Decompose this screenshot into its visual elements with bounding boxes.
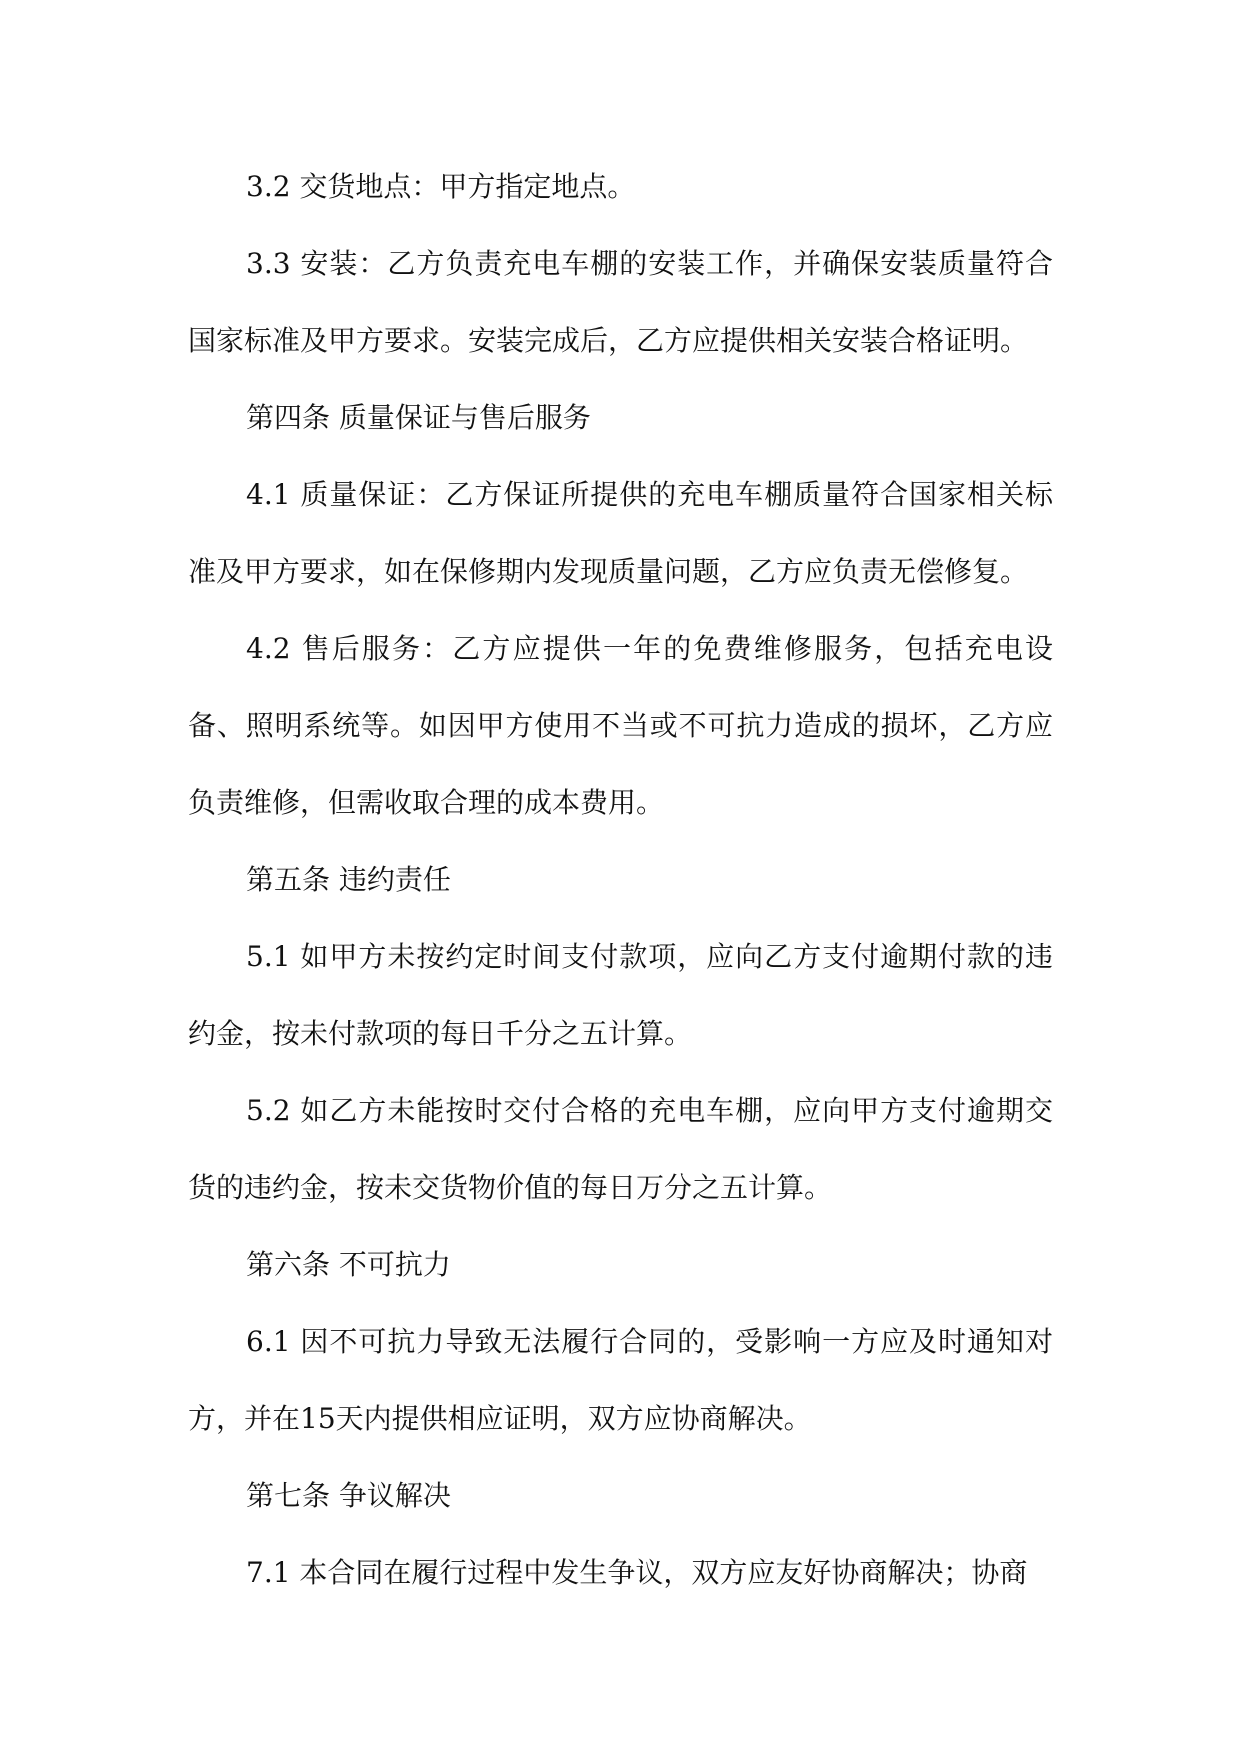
clause-4-1: 4.1 质量保证：乙方保证所提供的充电车棚质量符合国家相关标准及甲方要求，如在保修期内发现质量问题，乙方应负责无偿修复。 bbox=[188, 478, 1053, 588]
clause-5-2: 5.2 如乙方未能按时交付合格的充电车棚，应向甲方支付逾期交货的违约金，按未交货物价值的每日万分之五计算。 bbox=[188, 1094, 1053, 1204]
clause-5-1: 5.1 如甲方未按约定时间支付款项，应向乙方支付逾期付款的违约金，按未付款项的每日千分之五计算。 bbox=[188, 940, 1053, 1050]
clause-3-2: 3.2 交货地点：甲方指定地点。 bbox=[246, 170, 636, 203]
clause-6-1: 6.1 因不可抗力导致无法履行合同的，受影响一方应及时通知对方，并在15天内提供相应证明，双方应协商解决。 bbox=[188, 1325, 1053, 1435]
article-5-heading: 第五条 违约责任 bbox=[246, 863, 451, 896]
clause-3-3: 3.3 安装：乙方负责充电车棚的安装工作，并确保安装质量符合国家标准及甲方要求。安装完成后，乙方应提供相关安装合格证明。 bbox=[188, 247, 1053, 357]
contract-body bbox=[188, 148, 1053, 1611]
article-7-heading: 第七条 争议解决 bbox=[246, 1479, 451, 1512]
clause-7-1: 7.1 本合同在履行过程中发生争议，双方应友好协商解决；协商 bbox=[246, 1556, 1028, 1589]
article-6-heading: 第六条 不可抗力 bbox=[246, 1248, 451, 1281]
article-4-heading: 第四条 质量保证与售后服务 bbox=[246, 401, 591, 434]
clause-4-2: 4.2 售后服务：乙方应提供一年的免费维修服务，包括充电设备、照明系统等。如因甲方使用不当或不可抗力造成的损坏，乙方应负责维修，但需收取合理的成本费用。 bbox=[188, 632, 1053, 819]
